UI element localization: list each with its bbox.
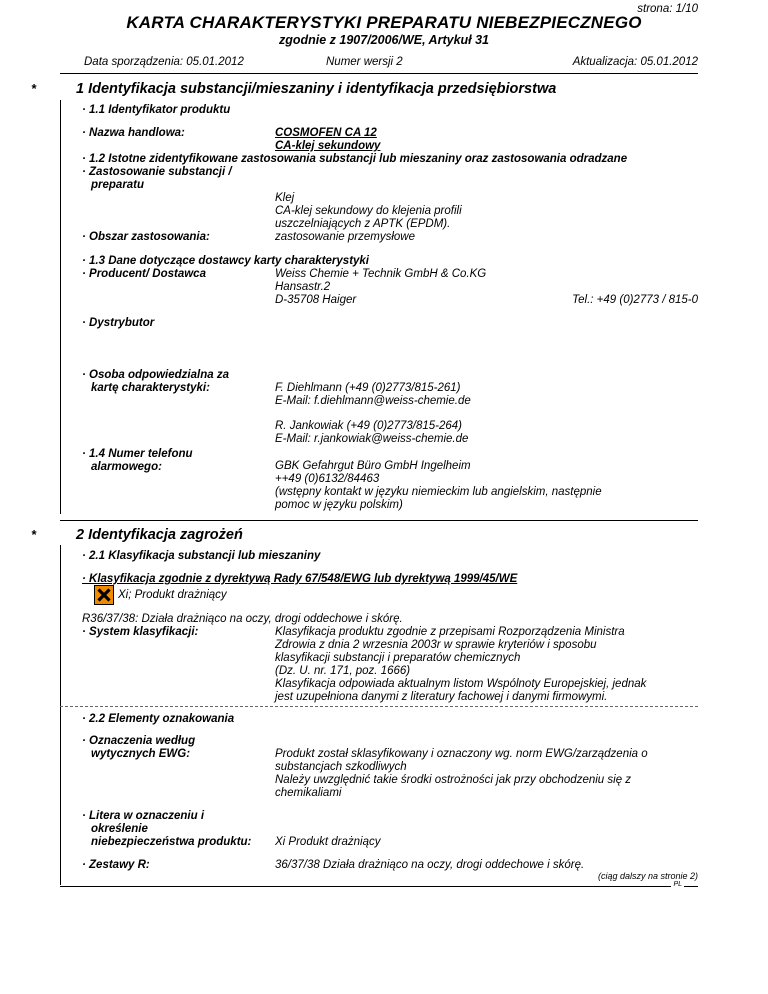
system-line-3: klasyfikacji substancji i preparatów chemicznych: [275, 652, 521, 664]
letter-value: Xi Produkt drażniący: [275, 836, 381, 848]
version-number: Numer wersji 2: [326, 56, 403, 68]
contact-label-2: kartę charakterystyki:: [91, 382, 210, 394]
header-divider: [60, 73, 698, 74]
section-1-change-marker: *: [31, 81, 37, 96]
subsection-2-1: · 2.1 Klasyfikacja substancji lub mieszaniny: [82, 550, 321, 562]
section-1-divider: [60, 520, 698, 521]
section-2-bar: [60, 545, 61, 885]
contact-1-name: F. Diehlmann (+49 (0)2773/815-261): [275, 382, 461, 394]
irritant-x-icon: [94, 585, 114, 605]
producer-street: Hansastr.2: [275, 281, 331, 293]
ewg-label-2: wytycznych EWG:: [91, 748, 191, 760]
use-label: · Zastosowanie substancji /: [82, 166, 232, 178]
subsection-divider: [60, 706, 698, 707]
contact-label: · Osoba odpowiedzialna za: [82, 369, 229, 381]
ewg-label: · Oznaczenia według: [82, 735, 196, 747]
document-title: KARTA CHARAKTERYSTYKI PREPARATU NIEBEZPIECZNEGO: [126, 13, 642, 32]
trade-name-value: COSMOFEN CA 12: [275, 127, 377, 139]
system-line-2: Zdrowia z dnia 2 wrzesnia 2003r w sprawie kryteriów i sposobu: [275, 639, 597, 651]
system-line-5: Klasyfikacja odpowiada aktualnym listom Wspólnoty Europejskiej, jednak: [275, 678, 647, 690]
ewg-line-2: substancjach szkodliwych: [275, 761, 407, 773]
r-sets-label: · Zestawy R:: [82, 859, 150, 871]
directive-heading: · Klasyfikacja zgodnie z dyrektywą Rady 67/548/EWG lub dyrektywą 1999/45/WE: [82, 573, 518, 585]
emergency-line-3: (wstępny kontakt w języku niemieckim lub angielskim, następnie: [275, 486, 602, 498]
trade-name-label: · Nazwa handlowa:: [82, 127, 185, 139]
emergency-label-2: alarmowego:: [91, 461, 162, 473]
subsection-1-2: · 1.2 Istotne zidentyfikowane zastosowania substancji lub mieszaniny oraz zastosowania odradzane: [82, 153, 628, 165]
continuation-note: (ciąg dalszy na stronie 2): [597, 871, 698, 881]
language-code: PL: [673, 881, 682, 888]
letter-label-3: niebezpieczeństwa produktu:: [91, 836, 252, 848]
emergency-line-4: pomoc w języku polskim): [275, 499, 403, 511]
section-2-change-marker: *: [31, 527, 37, 542]
contact-1-email: E-Mail: f.diehlmann@weiss-chemie.de: [275, 395, 471, 407]
section-1-bar: [60, 100, 61, 514]
use-value-3: uszczelniających z APTK (EPDM).: [275, 218, 451, 230]
r-sets-value: 36/37/38 Działa drażniąco na oczy, drogi oddechowe i skórę.: [275, 859, 585, 871]
system-line-1: Klasyfikacja produktu zgodnie z przepisami Rozporządzenia Ministra: [275, 626, 625, 638]
section-1-title: 1 Identyfikacja substancji/mieszaniny i identyfikacja przedsiębiorstwa: [76, 81, 557, 97]
r-phrase: R36/37/38: Działa drażniąco na oczy, drogi oddechowe i skórę.: [82, 613, 403, 625]
ewg-line-3: Należy uwzględnić takie środki ostrożności jak przy obchodzeniu się z: [275, 774, 632, 786]
document-subtitle: zgodnie z 1907/2006/WE, Artykuł 31: [278, 33, 490, 47]
use-label-2: preparatu: [91, 179, 145, 191]
distributor-label: · Dystrybutor: [82, 317, 155, 329]
producer-name: Weiss Chemie + Technik GmbH & Co.KG: [275, 268, 487, 280]
page-number: strona: 1/10: [637, 3, 698, 15]
ewg-line-1: Produkt został sklasyfikowany i oznaczony wg. norm EWG/zarządzenia o: [275, 748, 648, 760]
letter-label-2: określenie: [91, 823, 148, 835]
subsection-1-1: · 1.1 Identyfikator produktu: [82, 104, 231, 116]
update-date: Aktualizacja: 05.01.2012: [572, 56, 698, 68]
letter-label: · Litera w oznaczeniu i: [82, 810, 205, 822]
emergency-line-2: ++49 (0)6132/84463: [275, 473, 380, 485]
emergency-line-1: GBK Gefahrgut Büro GmbH Ingelheim: [275, 460, 471, 472]
use-value-1: Klej: [275, 192, 295, 204]
emergency-label: · 1.4 Numer telefonu: [82, 448, 193, 460]
footer-divider: [60, 886, 698, 887]
subsection-1-3: · 1.3 Dane dotyczące dostawcy karty charakterystyki: [82, 255, 370, 267]
system-label: · System klasyfikacji:: [82, 626, 199, 638]
creation-date: Data sporządzenia: 05.01.2012: [84, 56, 244, 68]
area-value: zastosowanie przemysłowe: [275, 231, 415, 243]
use-value-2: CA-klej sekundowy do klejenia profili: [275, 205, 462, 217]
producer-phone: Tel.: +49 (0)2773 / 815-0: [572, 294, 698, 306]
producer-label: · Producent/ Dostawca: [82, 268, 206, 280]
hazard-classification: Xi; Produkt drażniący: [118, 589, 227, 601]
contact-2-name: R. Jankowiak (+49 (0)2773/815-264): [275, 420, 462, 432]
area-label: · Obszar zastosowania:: [82, 231, 210, 243]
ewg-line-4: chemikaliami: [275, 787, 342, 799]
system-line-6: jest uzupełniona danymi z literatury fachowej i danymi firmowymi.: [275, 691, 608, 703]
contact-2-email: E-Mail: r.jankowiak@weiss-chemie.de: [275, 433, 469, 445]
system-line-4: (Dz. U. nr. 171, poz. 1666): [275, 665, 411, 677]
trade-name-value-2: CA-klej sekundowy: [275, 140, 381, 152]
section-2-title: 2 Identyfikacja zagrożeń: [76, 527, 243, 543]
producer-city: D-35708 Haiger: [275, 294, 357, 306]
subsection-2-2: · 2.2 Elementy oznakowania: [82, 713, 235, 725]
